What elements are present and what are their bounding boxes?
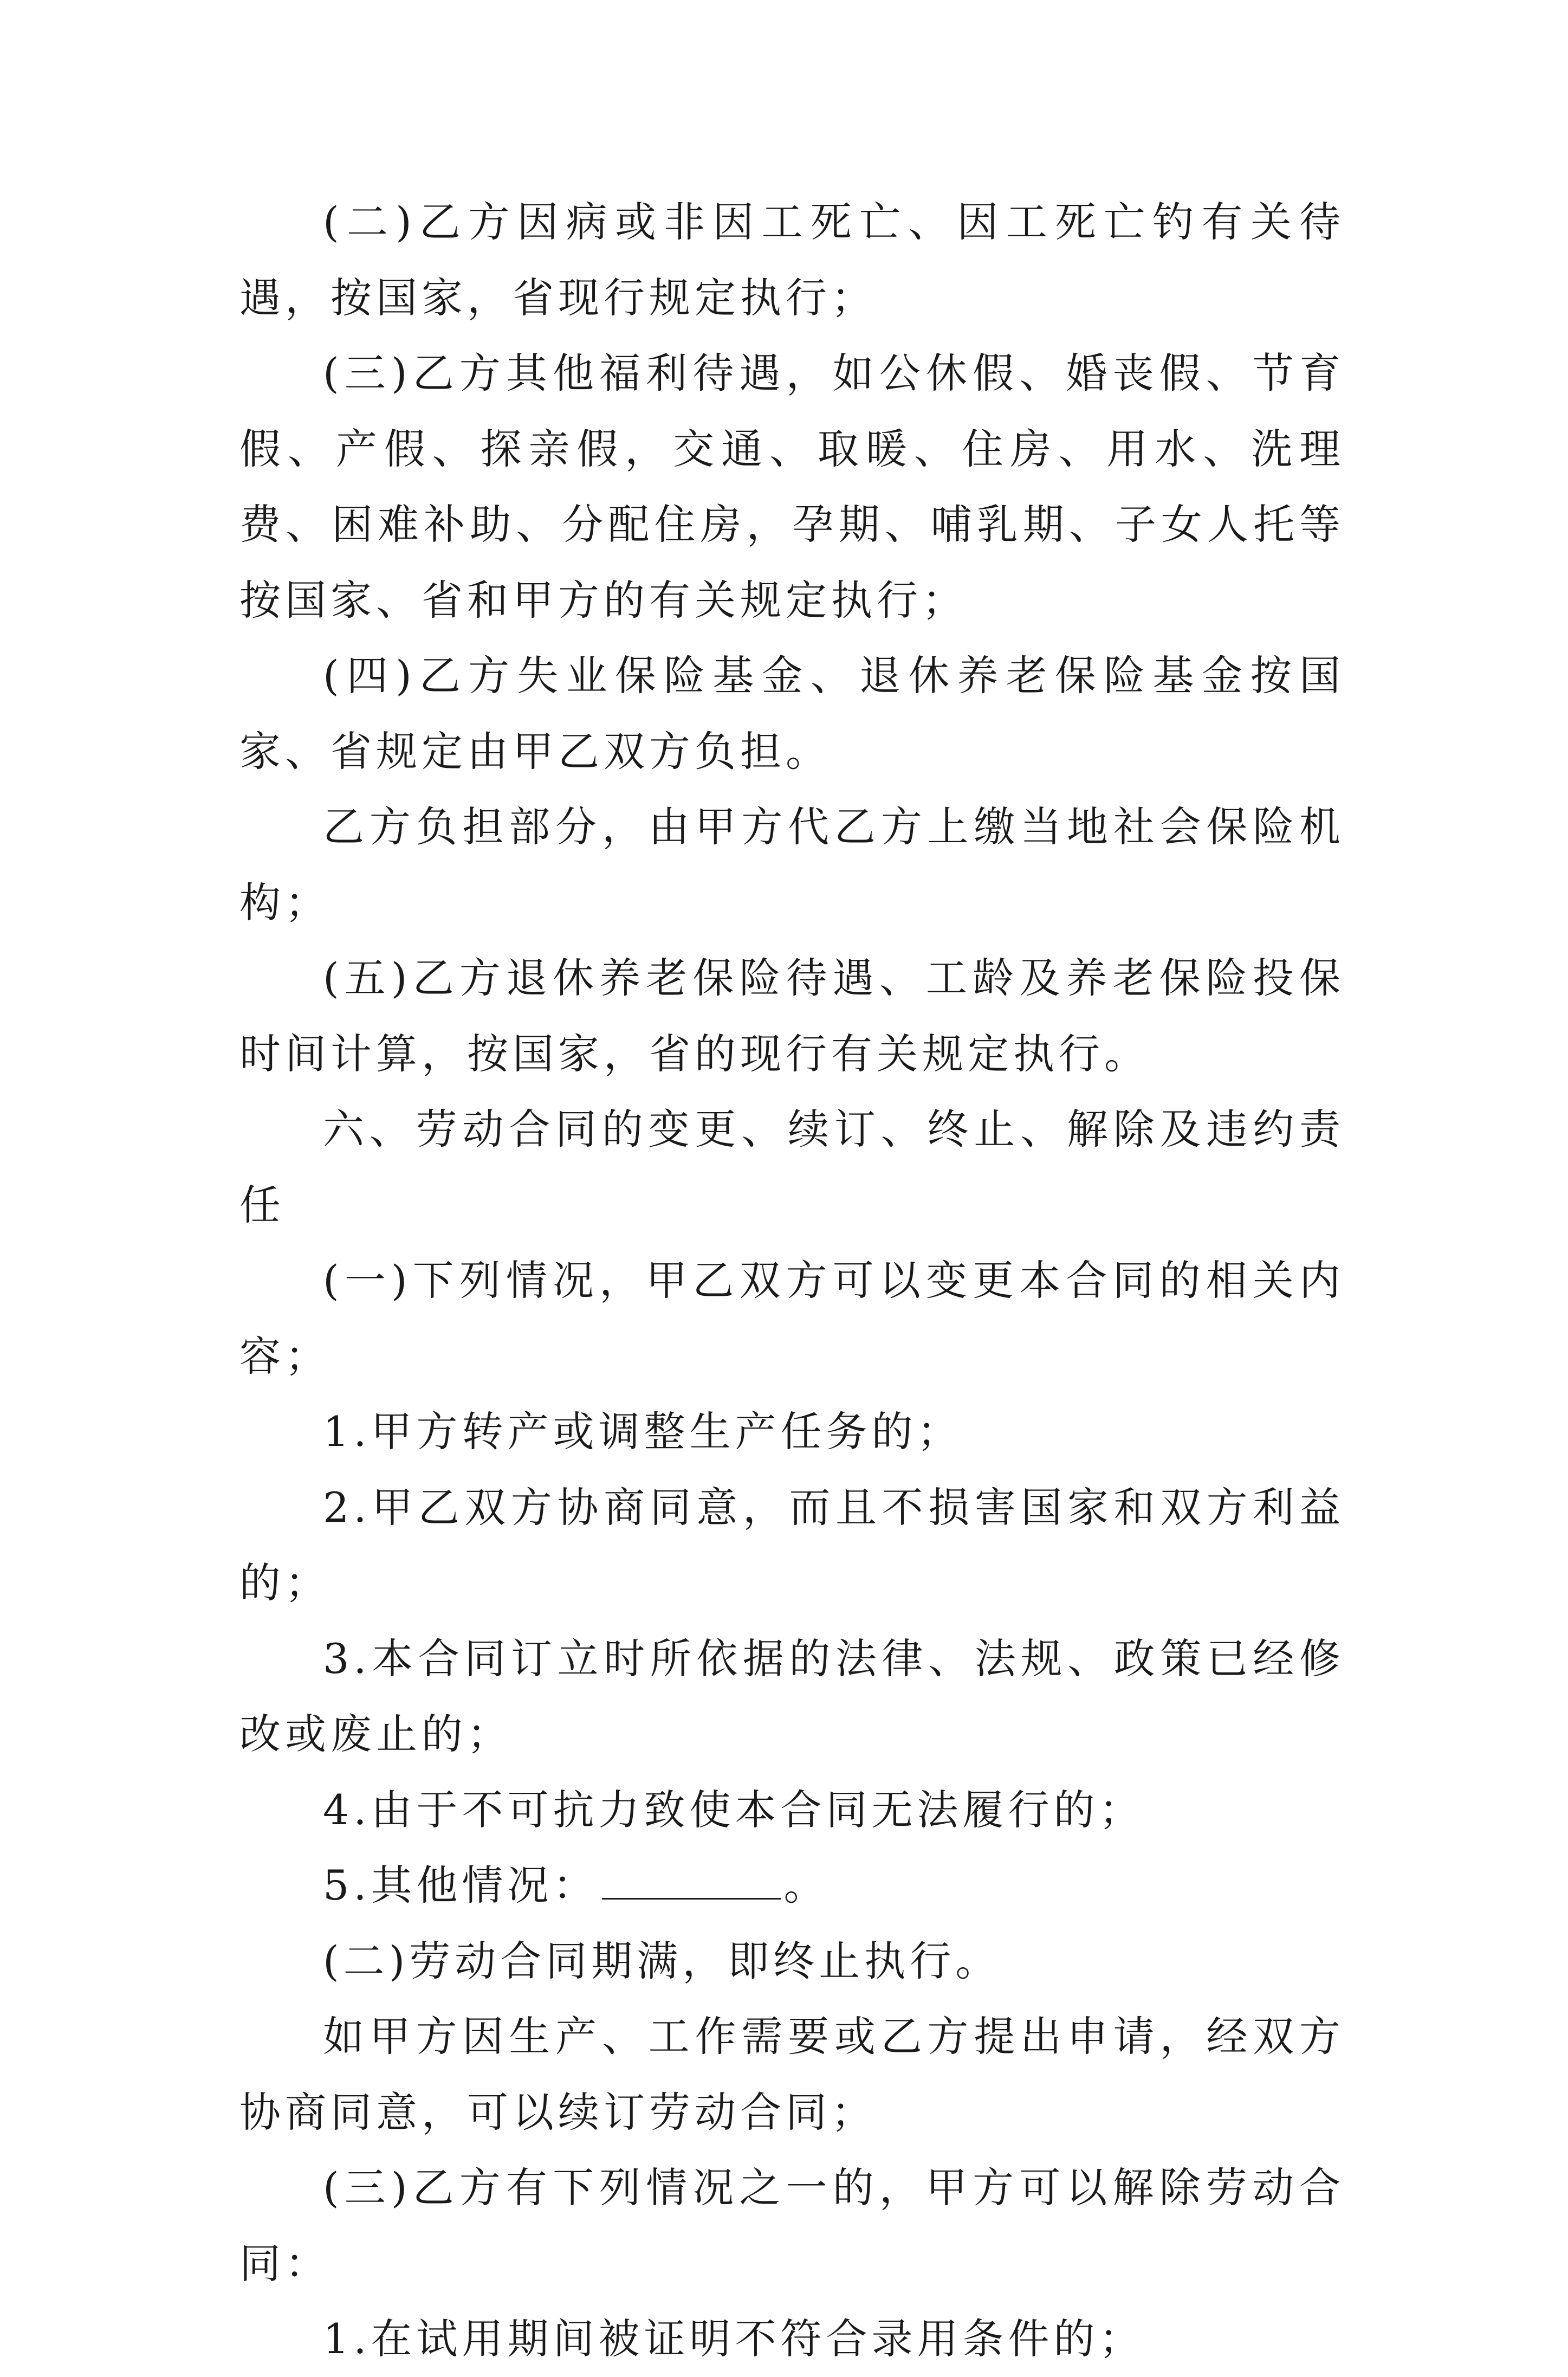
list-item: 1.甲方转产或调整生产任务的； bbox=[323, 1407, 963, 1456]
paragraph: (三)乙方有下列情况之一的，甲方可以解除劳动合同： bbox=[239, 2163, 1345, 2288]
list-item: 2.甲乙双方协商同意，而且不损害国家和双方利益的； bbox=[239, 1483, 1345, 1607]
list-item: 3.本合同订立时所依据的法律、法规、政策已经修改或废止的； bbox=[239, 1634, 1345, 1758]
document-body bbox=[239, 184, 1345, 2377]
paragraph: (二)乙方因病或非因工死亡、因工死亡钓有关待遇，按国家，省现行规定执行； bbox=[239, 198, 1345, 322]
paragraph: (四)乙方失业保险基金、退休养老保险基金按国家、省规定由甲乙双方负担。 bbox=[239, 651, 1345, 776]
paragraph: (五)乙方退休养老保险待遇、工龄及养老保险投保时间计算，按国家，省的现行有关规定执行。 bbox=[239, 954, 1345, 1078]
paragraph: 如甲方因生产、工作需要或乙方提出申请，经双方协商同意，可以续订劳动合同； bbox=[239, 2012, 1345, 2136]
fill-in-blank bbox=[602, 1865, 781, 1900]
list-item bbox=[239, 1848, 1345, 1923]
paragraph: 乙方负担部分，由甲方代乙方上缴当地社会保险机构； bbox=[239, 803, 1345, 927]
list-item-suffix: 。 bbox=[783, 1861, 830, 1909]
paragraph: (三)乙方其他福利待遇，如公休假、婚丧假、节育假、产假、探亲假，交通、取暖、住房、用水、洗理费、困难补助、分配住房，孕期、哺乳期、子女人托等按国家、省和甲方的有关规定执行； bbox=[239, 349, 1345, 624]
list-item-text: 5.其他情况： bbox=[323, 1861, 599, 1909]
section-heading: 六、劳动合同的变更、续订、终止、解除及违约责任 bbox=[239, 1105, 1345, 1229]
list-item: 1.在试用期间被证明不符合录用条件的； bbox=[323, 2315, 1145, 2363]
paragraph: (一)下列情况，甲乙双方可以变更本合同的相关内容； bbox=[239, 1256, 1345, 1380]
list-item: 4.由于不可抗力致使本合同无法履行的； bbox=[323, 1785, 1145, 1834]
paragraph: (二)劳动合同期满，即终止执行。 bbox=[323, 1936, 1001, 1985]
